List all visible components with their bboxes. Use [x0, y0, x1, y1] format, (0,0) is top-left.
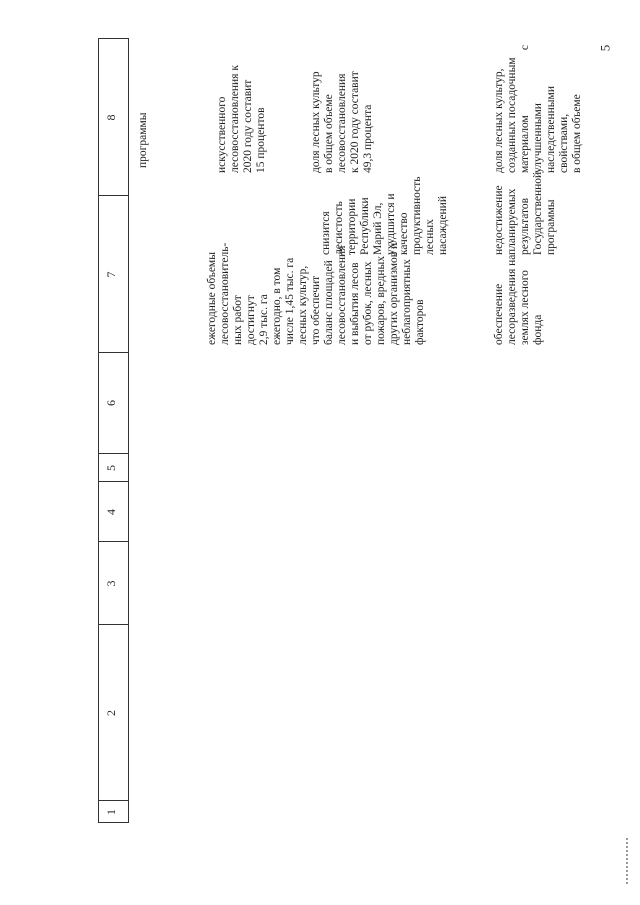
header-bottom-border [128, 38, 129, 823]
scan-artifact [626, 838, 628, 886]
row1-col8 [216, 45, 268, 173]
header-col-5: 5 [104, 465, 118, 471]
header-col-2: 2 [104, 710, 118, 716]
cell-line: насаждений [437, 196, 449, 255]
cell-line: продуктивность [411, 176, 423, 255]
cell-line: результатов [519, 197, 531, 255]
cell-line: что обеспечит [310, 275, 322, 345]
cell-line: к 2020 году составит [349, 71, 361, 173]
cell-line: планируемых [506, 188, 518, 255]
cell-line: землях лесного [519, 270, 531, 345]
cell-line: в общем объеме [323, 94, 335, 173]
cell-line: лесных [424, 219, 436, 255]
cell-line: ухудшится и [385, 193, 397, 255]
header-col-6: 6 [104, 400, 118, 406]
cell-line: лесовосстановления [336, 73, 348, 173]
cell-line: от рубок, лесных [362, 261, 374, 345]
cell-line: ежегодно, в том [271, 267, 283, 345]
cell-line: лесовосстановитель- [219, 242, 231, 345]
cell-line: лесовосстановления [336, 245, 348, 345]
cell-line: недостижение [493, 185, 505, 255]
header-col-3: 3 [104, 580, 118, 587]
cell-line: созданных посадочным [506, 57, 518, 173]
cell-line: Государственной [532, 171, 544, 255]
cell-line: баланс площадей [323, 260, 335, 345]
cell-line: лесовосстановления к [229, 65, 241, 173]
cell-line: других организмов и [388, 242, 400, 345]
table-sheet [98, 38, 598, 823]
table-top-border [98, 38, 99, 823]
cell-line: 15 процентов [255, 107, 267, 173]
cell-line: лесоразведения на [506, 254, 518, 345]
cell-line: числе 1,45 тыс. га [284, 257, 296, 345]
page-number: 5 [597, 44, 613, 52]
cell-line: территории [346, 198, 358, 255]
cell-line: лесных культур, [297, 265, 309, 345]
cell-line: достигнут [245, 295, 257, 345]
cell-line: фонда [532, 314, 544, 345]
cell-line: ежегодные объемы [206, 252, 218, 345]
cell-line: наследственными свойствами, [545, 83, 570, 173]
cell-line: неблагоприятных [401, 259, 413, 345]
cell-line: 2020 году составит [242, 79, 254, 173]
row1-col7 [137, 76, 150, 168]
cell-line: качество [398, 212, 410, 255]
header-col-4: 4 [104, 509, 118, 515]
header-col-7: 7 [104, 271, 118, 278]
cell-line: 49,3 процента [362, 104, 374, 173]
header-col-1: 1 [104, 809, 118, 815]
cell-line: Марий Эл, [372, 202, 384, 255]
row3-col8 [493, 42, 584, 173]
row2-col8 [310, 45, 375, 173]
cell-line: материалом с улучшенными [519, 42, 544, 173]
cell-line: Республики [359, 197, 371, 255]
cell-line: лесистость [333, 201, 345, 255]
cell-line: снизится [320, 211, 332, 255]
cell-line: ных работ [232, 295, 244, 345]
cell-line: доля лесных культур, [493, 68, 505, 173]
cell-line: искусственного [216, 96, 228, 173]
cell-line: доля лесных культур [310, 71, 322, 173]
cell-line: факторов [414, 299, 426, 345]
cell-line: обеспечение [493, 283, 505, 345]
header-col-8: 8 [104, 114, 118, 121]
cell-line: пожаров, вредных [375, 256, 387, 345]
cell-line: в общем объеме [571, 94, 583, 173]
cell-line: и выбытия лесов [349, 262, 361, 345]
cell-line: программы [545, 199, 557, 255]
cell-line: 2,9 тыс. га [258, 294, 270, 345]
cell-text: программы [137, 112, 149, 168]
